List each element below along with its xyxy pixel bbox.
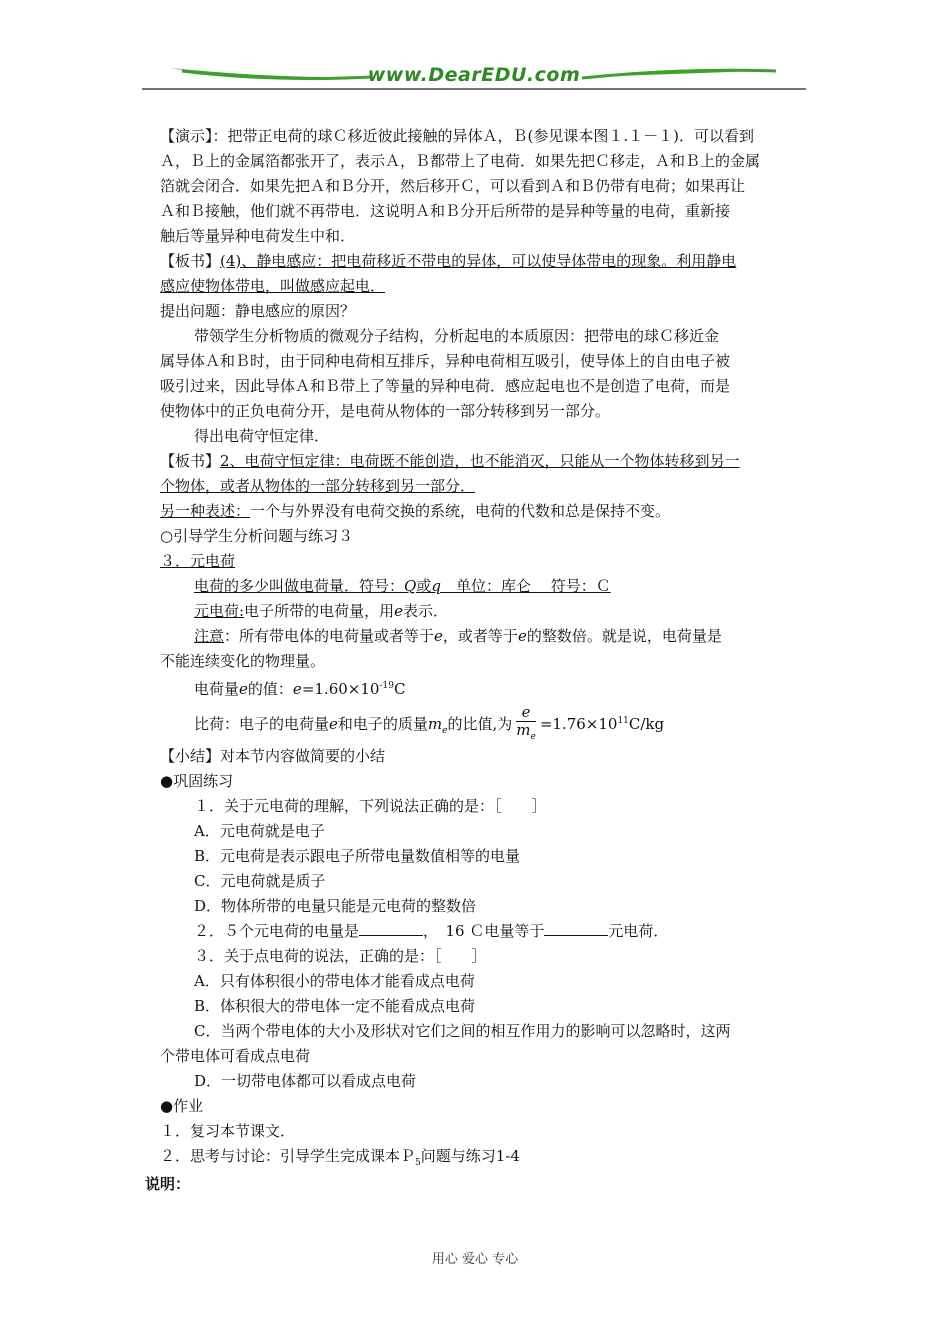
ratio-text: 比荷：电子的电荷量 <box>194 715 330 733</box>
q2-text: ２．５个元电荷的电量是 <box>194 922 360 940</box>
value-text: 电荷量 <box>194 680 240 698</box>
paragraph-line: Ａ和Ｂ接触，他们就不再带电．这说明Ａ和Ｂ分开后所带的是异种等量的电荷，重新接 <box>160 202 731 220</box>
remarks-label: 说明： <box>145 1175 191 1193</box>
practice-item-continued: 个带电体可看成点电荷 <box>160 1047 311 1065</box>
symbol-e: e <box>292 680 302 698</box>
page-footer: 用心 爱心 专心 <box>431 1252 519 1267</box>
note-text: ：所有带电体的电荷量或者等于 <box>224 627 435 645</box>
answer-blank <box>544 919 608 936</box>
fraction <box>516 704 536 746</box>
homework-item <box>160 1144 780 1169</box>
value-text: 的值： <box>247 680 293 698</box>
ratio-value: =1.76×10 <box>539 715 618 733</box>
symbol-q: q <box>431 577 441 595</box>
page-subscript: 5 <box>415 1158 421 1168</box>
symbol-m-sub: e <box>442 726 448 736</box>
practice-item: B．元电荷是表示跟电子所带电量数值相等的电量 <box>194 847 521 865</box>
value-number: =1.60×10 <box>301 680 380 698</box>
value-exponent: -19 <box>379 681 394 691</box>
homework-text: 问题与练习1-4 <box>420 1147 520 1165</box>
practice-item: B．体积很大的带电体一定不能看成点电荷 <box>194 997 476 1015</box>
summary-line: 【小结】对本节内容做简要的小结 <box>160 747 386 765</box>
practice-title: ●巩固练习 <box>160 772 234 790</box>
analysis-line: 属导体Ａ和Ｂ时，由于同种电荷相互排斥，异种电荷相互吸引，使导体上的自由电子被 <box>160 352 731 370</box>
guide-line: ○引导学生分析问题与练习３ <box>160 527 354 545</box>
den-m: m <box>516 721 531 739</box>
question-line: 提出问题：静电感应的原因？ <box>160 302 356 320</box>
charge-definition <box>160 574 780 599</box>
note-line <box>160 624 780 649</box>
def-text: 电荷的多少叫做电荷量．符号： <box>194 577 405 595</box>
elem-text-end: 表示． <box>402 602 448 620</box>
note-line-continued: 不能连续变化的物理量。 <box>160 652 326 670</box>
note-text: 的整数倍。就是说，电荷量是 <box>526 627 722 645</box>
board-tag: 【板书】 <box>160 452 221 470</box>
conclusion-line: 得出电荷守恒定律． <box>194 427 330 445</box>
charge-definition-text <box>194 577 611 595</box>
practice-item-fill-blank <box>160 919 780 944</box>
q2-text: 元电荷． <box>608 922 669 940</box>
answer-blank <box>359 919 423 936</box>
practice-item: A．只有体积很小的带电体才能看成点电荷 <box>194 972 475 990</box>
document-body <box>160 124 780 1169</box>
board-text: (4)、静电感应：把电荷移近不带电的异体，可以使导体带电的现象。利用静电 <box>220 252 737 270</box>
alt-statement-text: 一个与外界没有电荷交换的系统，电荷的代数和总是保持不变。 <box>250 502 671 520</box>
practice-item: D．一切带电体都可以看成点电荷 <box>194 1072 417 1090</box>
board-text-continued: 个物体，或者从物体的一部分转移到另一部分． <box>160 477 476 495</box>
practice-item: C．元电荷就是质子 <box>194 872 326 890</box>
alt-statement <box>160 499 780 524</box>
paragraph-line: Ａ，Ｂ上的金属箔都张开了，表示Ａ，Ｂ都带上了电荷．如果先把Ｃ移走，Ａ和Ｂ上的金属 <box>160 152 761 170</box>
practice-item: C．当两个带电体的大小及形状对它们之间的相互作用力的影响可以忽略时，这两 <box>194 1022 731 1040</box>
board-text: 2、电荷守恒定律：电荷既不能创造，也不能消灭，只能从一个物体转移到另一 <box>220 452 740 470</box>
analysis-line: 带领学生分析物质的微观分子结构，分析起电的本质原因：把带电的球Ｃ移近金 <box>194 327 720 345</box>
page-header <box>142 62 806 92</box>
q2-text: ， 16 Ｃ电量等于 <box>423 922 545 940</box>
analysis-line: 吸引过来，因此导体Ａ和Ｂ带上了等量的异种电荷．感应起电也不是创造了电荷，而是 <box>160 377 731 395</box>
practice-item: １．关于元电荷的理解，下列说法正确的是：［ ］ <box>194 797 547 815</box>
fraction-numerator: e <box>516 704 536 722</box>
ratio-exponent: 11 <box>617 716 629 726</box>
elementary-charge-def <box>160 599 780 624</box>
homework-text: ２．思考与讨论：引导学生完成课本Ｐ <box>160 1147 416 1165</box>
alt-statement-label: 另一种表述： <box>160 502 251 520</box>
paragraph-line: 触后等量异种电荷发生中和． <box>160 227 356 245</box>
analysis-line: 使物体中的正负电荷分开，是电荷从物体的一部分转移到另一部分。 <box>160 402 611 420</box>
homework-title: ●作业 <box>160 1097 204 1115</box>
paragraph-line: 箔就会闭合．如果先把Ａ和Ｂ分开，然后移开Ｃ，可以看到Ａ和Ｂ仍带有电荷；如果再让 <box>160 177 746 195</box>
symbol-e: e <box>329 715 338 733</box>
unit-text: 单位：库仑 符号：Ｃ <box>440 577 611 595</box>
symbol-Q: Q <box>404 577 417 595</box>
ratio-text: 和电子的质量 <box>337 715 428 733</box>
paragraph-line: 【演示】：把带正电荷的球Ｃ移近彼此接触的异体Ａ，Ｂ(参见课本图１.１－１)．可以看到 <box>160 127 754 145</box>
homework-item: １．复习本节课文． <box>160 1122 296 1140</box>
value-unit: C <box>393 680 406 698</box>
board-text-continued: 感应使物体带电，叫做感应起电． <box>160 277 386 295</box>
note-label: 注意 <box>194 627 225 645</box>
board-note-static-induction <box>160 249 780 274</box>
fraction-denominator <box>516 722 536 746</box>
practice-item: D．物体所带的电量只能是元电荷的整数倍 <box>194 897 477 915</box>
elem-text: 电子所带的电荷量，用 <box>244 602 395 620</box>
den-sub: e <box>530 732 536 742</box>
charge-value-line <box>160 674 780 699</box>
site-logo-text: www.DearEDU.com <box>367 64 581 86</box>
symbol-e: e <box>434 627 443 645</box>
symbol-m: m <box>427 715 443 733</box>
board-tag: 【板书】 <box>160 252 221 270</box>
ratio-unit: C/kg <box>628 715 665 733</box>
symbol-e: e <box>239 680 248 698</box>
specific-charge-line <box>160 699 780 744</box>
symbol-e: e <box>394 602 403 620</box>
practice-item: A．元电荷就是电子 <box>194 822 325 840</box>
practice-item: ３．关于点电荷的说法，正确的是：［ ］ <box>194 947 487 965</box>
ratio-text: 的比值,为 <box>447 715 513 733</box>
board-note-conservation <box>160 449 780 474</box>
elem-label: 元电荷: <box>194 602 245 620</box>
section-title: ３．元电荷 <box>160 552 236 570</box>
note-text: ，或者等于 <box>442 627 518 645</box>
or-text: 或 <box>416 577 432 595</box>
symbol-e: e <box>517 627 527 645</box>
